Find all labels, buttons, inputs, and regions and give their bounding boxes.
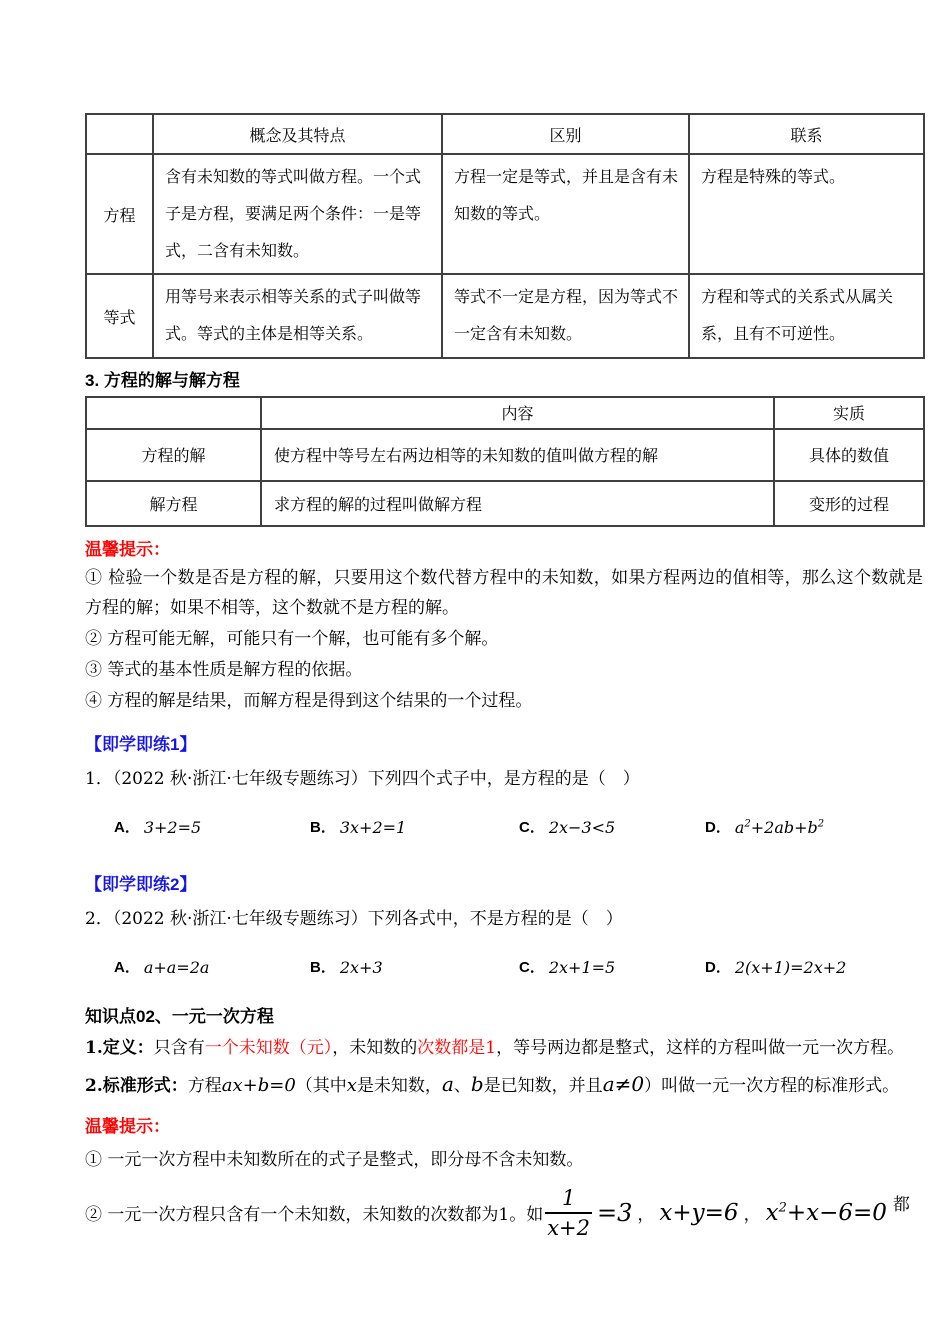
red-highlight: 一个未知数（元） xyxy=(204,1037,333,1058)
tips-title: 温馨提示： xyxy=(85,1116,170,1136)
option-formula: 2x+3 xyxy=(339,957,383,977)
content-cell: 求方程的解的过程叫做解方程 xyxy=(261,481,774,526)
option-formula: 2x−3<5 xyxy=(548,817,616,837)
tip-item-2: ② 方程可能无解，可能只有一个解，也可能有多个解。 xyxy=(85,628,499,649)
row-label: 方程的解 xyxy=(86,429,261,481)
table-row-equality xyxy=(86,274,924,358)
var-a: a xyxy=(441,1071,454,1096)
difference-cell: 等式不一定是方程，因为等式不一定含有未知数。 xyxy=(442,274,689,358)
row-label: 解方程 xyxy=(86,481,261,526)
column-header-relation: 联系 xyxy=(689,114,924,154)
option-a xyxy=(114,956,310,977)
option-label: B． xyxy=(310,958,336,976)
table-row-solving xyxy=(86,481,924,526)
knowledge-point-02 xyxy=(85,1003,923,1104)
option-formula: 3x+2=1 xyxy=(339,817,407,837)
tip-item-3: ③ 等式的基本性质是解方程的依据。 xyxy=(85,659,363,680)
table-header-row xyxy=(86,397,924,429)
option-d xyxy=(705,956,846,977)
column-header-concept: 概念及其特点 xyxy=(153,114,442,154)
equals-3: =3 xyxy=(597,1198,633,1227)
var-x: x xyxy=(346,1074,357,1096)
question-1: 1．（2022 秋·浙江·七年级专题练习）下列四个式子中，是方程的是（ ） xyxy=(85,768,640,789)
definition-line: 1.定义：只含有一个未知数（元），未知数的次数都是1，等号两边都是整式，这样的方程叫做一元一次方程。 xyxy=(85,1037,905,1058)
tips-block-1 xyxy=(85,536,923,717)
table-row-equation xyxy=(86,154,924,274)
essence-cell: 具体的数值 xyxy=(774,429,924,481)
essence-cell: 变形的过程 xyxy=(774,481,924,526)
table-row-solution xyxy=(86,429,924,481)
option-label: A． xyxy=(114,958,140,976)
option-label: D． xyxy=(705,818,731,836)
tip-item-4: ④ 方程的解是结果，而解方程是得到这个结果的一个过程。 xyxy=(85,690,533,711)
tip-item-1: ① 一元一次方程中未知数所在的式子是整式，即分母不含未知数。 xyxy=(85,1150,584,1171)
option-d xyxy=(705,816,824,837)
red-highlight: 次数都是1 xyxy=(417,1037,497,1058)
option-b xyxy=(310,816,519,837)
column-header-difference: 区别 xyxy=(442,114,689,154)
column-header-content: 内容 xyxy=(261,397,774,429)
empty-header-cell xyxy=(86,114,153,154)
option-label: D． xyxy=(705,958,731,976)
relation-cell: 方程和等式的关系式从属关系，且有不可逆性。 xyxy=(689,274,924,358)
tips-title: 温馨提示： xyxy=(85,539,170,559)
concept-cell: 含有未知数的等式叫做方程。一个式子是方程，要满足两个条件：一是等式，二含有未知数。 xyxy=(153,154,442,274)
var-b: b xyxy=(470,1071,484,1096)
option-label: C． xyxy=(519,958,545,976)
option-formula: 3+2=5 xyxy=(143,817,202,837)
option-label: B． xyxy=(310,818,336,836)
option-formula: a+a=2a xyxy=(143,957,210,977)
tip-item-1: ① 检验一个数是否是方程的解，只要用这个数代替方程中的未知数，如果方程两边的值相等，那么这个数就是方程的解；如果不相等，这个数就不是方程的解。 xyxy=(85,568,923,619)
knowledge-heading: 知识点02、一元一次方程 xyxy=(85,1006,274,1026)
formula-quadratic: $x^2+x-6=0$ xyxy=(765,1199,887,1226)
tail-char: 都 xyxy=(892,1194,910,1215)
formula-x-plus-y: x+y=6 xyxy=(659,1199,739,1226)
practice-block-1 xyxy=(85,731,923,837)
formula-ax-b: ax+b=0 xyxy=(221,1074,296,1096)
column-header-essence: 实质 xyxy=(774,397,924,429)
solution-table xyxy=(85,396,925,527)
practice-block-2 xyxy=(85,871,923,977)
standard-form-line: 2.标准形式：方程ax+b=0（其中x是未知数，a、b是已知数，并且a≠0）叫做一元一次方程的标准形式。 xyxy=(85,1071,900,1096)
relation-cell: 方程是特殊的等式。 xyxy=(689,154,924,274)
question-2: 2．（2022 秋·浙江·七年级专题练习）下列各式中，不是方程的是（ ） xyxy=(85,908,623,929)
option-a xyxy=(114,816,310,837)
question-2-options xyxy=(85,947,923,977)
tips-block-2 xyxy=(85,1113,923,1244)
option-b xyxy=(310,956,519,977)
fraction-1-over-x-plus-2: $\frac{1}{x+2}$ xyxy=(547,1185,591,1240)
question-1-options xyxy=(85,807,923,837)
difference-cell: 方程一定是等式，并且是含有未知数的等式。 xyxy=(442,154,689,274)
tip-item-2-text: ② 一元一次方程只含有一个未知数，未知数的次数都为1。如 xyxy=(85,1205,544,1226)
formula-a-neq-0: a≠0 xyxy=(602,1071,645,1096)
standard-form-label: 2.标准形式： xyxy=(85,1075,188,1096)
empty-header-cell xyxy=(86,397,261,429)
option-formula: 2(x+1)=2x+2 xyxy=(734,957,847,977)
definition-label: 1.定义： xyxy=(85,1037,154,1058)
equation-vs-equality-table xyxy=(85,113,925,359)
option-label: C． xyxy=(519,818,545,836)
section-heading-solution: 3. 方程的解与解方程 xyxy=(85,370,240,390)
practice-1-title: 【即学即练1】 xyxy=(85,734,197,754)
row-label: 方程 xyxy=(86,154,153,274)
table-header-row xyxy=(86,114,924,154)
tip-item-2: ② 一元一次方程只含有一个未知数，未知数的次数都为1。如 $\frac{1}{x+2}$ =3 ， x+y=6 ， $x^2+x-6=0$ 都 xyxy=(85,1182,923,1244)
row-label: 等式 xyxy=(86,274,153,358)
content-cell: 使方程中等号左右两边相等的未知数的值叫做方程的解 xyxy=(261,429,774,481)
option-formula: 2x+1=5 xyxy=(548,957,616,977)
option-c xyxy=(519,956,705,977)
practice-2-title: 【即学即练2】 xyxy=(85,874,197,894)
option-c xyxy=(519,816,705,837)
concept-cell: 用等号来表示相等关系的式子叫做等式。等式的主体是相等关系。 xyxy=(153,274,442,358)
option-label: A． xyxy=(114,818,140,836)
option-formula: $a^2+2ab+b^2$ xyxy=(734,817,825,837)
